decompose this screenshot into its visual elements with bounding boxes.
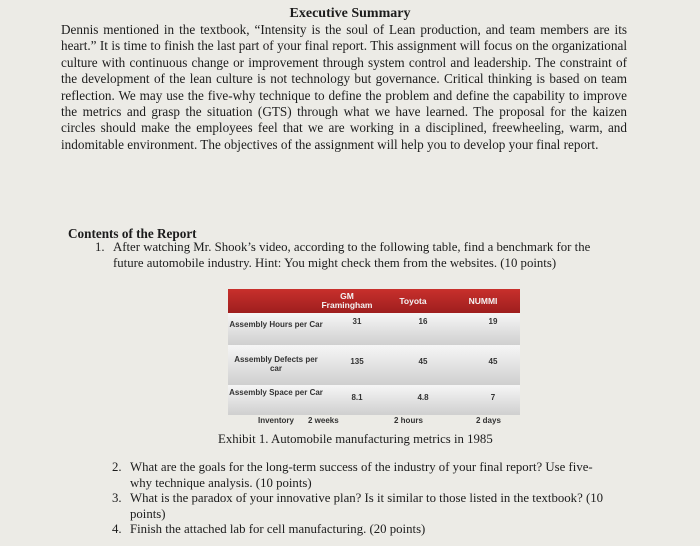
cell-toyota: 45 bbox=[418, 357, 428, 366]
metrics-table bbox=[218, 289, 520, 425]
cell-gm: 8.1 bbox=[351, 393, 363, 402]
cell-nummi: 2 days bbox=[476, 416, 501, 425]
question-2-text: What are the goals for the long-term success of the industry of your final report? Use five-why technique analysis. (10 points) bbox=[130, 460, 593, 490]
cell-toyota: 2 hours bbox=[394, 416, 423, 425]
cell-gm: 2 weeks bbox=[308, 416, 339, 425]
question-4 bbox=[112, 522, 600, 538]
question-4-number: 4. bbox=[112, 522, 122, 536]
table-row bbox=[228, 385, 520, 415]
document-title: Executive Summary bbox=[289, 6, 411, 21]
header-gm-framingham: GM Framingham bbox=[321, 291, 373, 310]
contents-heading: Contents of the Report bbox=[68, 226, 197, 241]
row-label: Assembly Hours per Car bbox=[229, 320, 323, 329]
cell-nummi: 19 bbox=[488, 317, 498, 326]
row-label: Assembly Defects per car bbox=[234, 355, 318, 373]
table-row bbox=[228, 345, 520, 385]
question-2-number: 2. bbox=[112, 460, 122, 474]
table-caption: Exhibit 1. Automobile manufacturing metrics in 1985 bbox=[218, 432, 493, 446]
table-row bbox=[228, 313, 520, 345]
question-3 bbox=[112, 491, 620, 522]
cell-gm: 31 bbox=[352, 317, 362, 326]
cell-gm: 135 bbox=[350, 357, 364, 366]
header-nummi: NUMMI bbox=[468, 295, 498, 306]
header-toyota: Toyota bbox=[399, 295, 427, 306]
question-1 bbox=[95, 240, 623, 271]
question-1-number: 1. bbox=[95, 240, 105, 254]
cell-nummi: 7 bbox=[490, 393, 496, 402]
question-1-text: After watching Mr. Shook’s video, according to the following table, find a benchmark for the future automobile industry. Hint: You might check them from the websites. (10 points) bbox=[113, 240, 591, 270]
question-3-number: 3. bbox=[112, 491, 122, 505]
row-label: Inventory bbox=[257, 416, 294, 425]
executive-summary-text: Dennis mentioned in the textbook, “Intensity is the soul of Lean production, and team members are its heart.” It is time to finish the last part of your final report. This assignment will focus on the organizational culture with continuous change or improvement through system control and leadership. The constraint of the development of the lean culture is not technology but governance. Critical thinking is based on team reflection. We may use the five-why technique to define the problem and define the capability to improve the metrics and grasp the situation (GTS) through what we have learned. The proposal for the kaizen circles should make the employees feel that we are working in a disciplined, freewheeling, warm, and indomitable environment. The objectives of the assignment will help you to develop your final report. bbox=[61, 22, 627, 152]
question-3-text: What is the paradox of your innovative plan? Is it similar to those listed in the textbook? (10 points) bbox=[130, 491, 604, 521]
cell-nummi: 45 bbox=[488, 357, 498, 366]
question-4-text: Finish the attached lab for cell manufacturing. (20 points) bbox=[130, 522, 426, 536]
cell-toyota: 16 bbox=[418, 317, 428, 326]
row-label: Assembly Space per Car bbox=[229, 388, 323, 397]
question-2 bbox=[112, 460, 610, 491]
cell-toyota: 4.8 bbox=[417, 393, 429, 402]
